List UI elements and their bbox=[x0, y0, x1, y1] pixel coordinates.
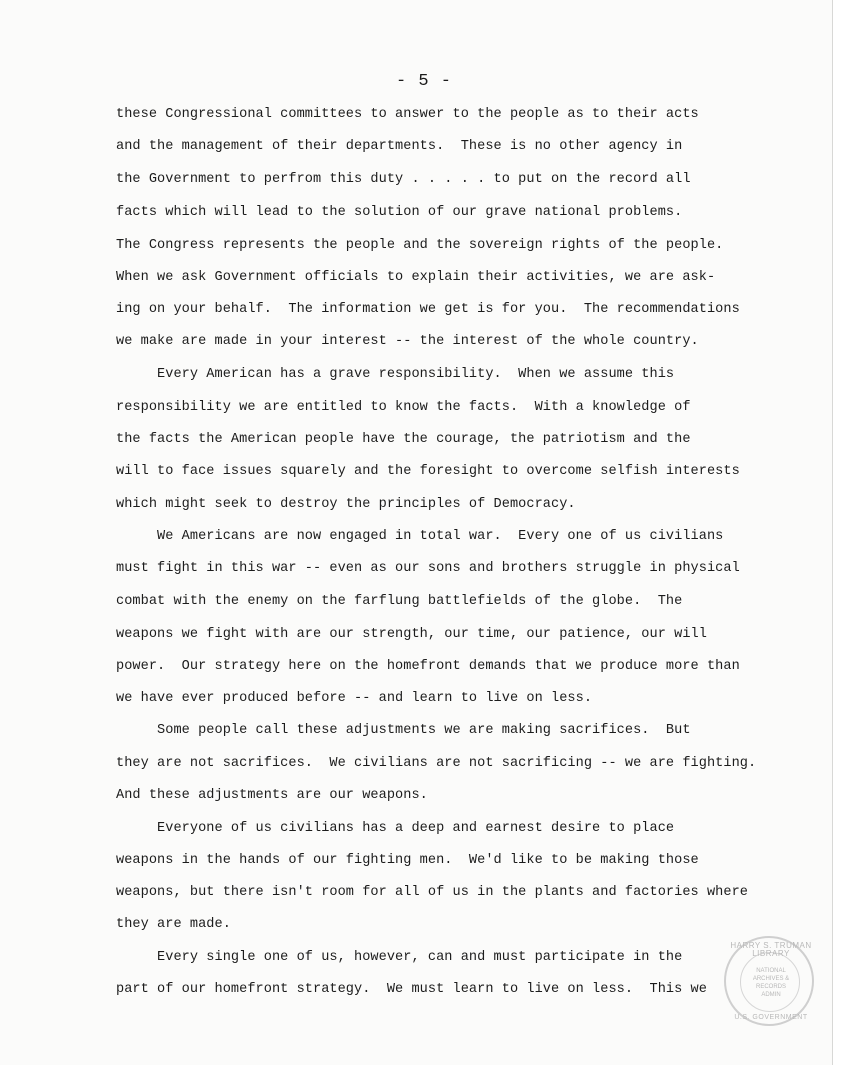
text-line: part of our homefront strategy. We must learn to live on less. This we bbox=[116, 982, 707, 997]
text-line: The Congress represents the people and the sovereign rights of the people. bbox=[116, 238, 724, 253]
library-stamp bbox=[724, 936, 814, 1026]
stamp-middle-text: ADMIN bbox=[761, 992, 781, 998]
text-line: which might seek to destroy the principles of Democracy. bbox=[116, 497, 576, 512]
text-line: we make are made in your interest -- the interest of the whole country. bbox=[116, 334, 699, 349]
text-line: Everyone of us civilians has a deep and earnest desire to place bbox=[116, 821, 675, 836]
text-line: We Americans are now engaged in total war. Every one of us civilians bbox=[116, 529, 724, 544]
text-line: Every American has a grave responsibility. When we assume this bbox=[116, 367, 675, 382]
text-line: must fight in this war -- even as our sons and brothers struggle in physical bbox=[116, 561, 740, 576]
stamp-middle-text: RECORDS bbox=[755, 984, 786, 990]
text-line: responsibility we are entitled to know the facts. With a knowledge of bbox=[116, 400, 691, 415]
stamp-bottom-text: U.S. GOVERNMENT bbox=[734, 1014, 808, 1021]
page-edge bbox=[832, 0, 855, 1065]
text-line: Every single one of us, however, can and must participate in the bbox=[116, 950, 683, 965]
stamp-top-text: HARRY S. TRUMAN LIBRARY bbox=[730, 941, 812, 958]
page-number: - 5 - bbox=[396, 72, 453, 91]
text-line: and the management of their departments. These is no other agency in bbox=[116, 139, 683, 154]
text-line: When we ask Government officials to explain their activities, we are ask- bbox=[116, 270, 716, 285]
text-line: we have ever produced before -- and learn to live on less. bbox=[116, 691, 593, 706]
text-line: the Government to perfrom this duty . . . . . to put on the record all bbox=[116, 172, 691, 187]
text-line: Some people call these adjustments we are making sacrifices. But bbox=[116, 723, 691, 738]
text-line: they are not sacrifices. We civilians are not sacrificing -- we are fighting. bbox=[116, 756, 757, 771]
stamp-inner-ring bbox=[740, 952, 800, 1012]
text-line: they are made. bbox=[116, 917, 231, 932]
text-line: And these adjustments are our weapons. bbox=[116, 788, 428, 803]
text-line: combat with the enemy on the farflung battlefields of the globe. The bbox=[116, 594, 683, 609]
text-line: facts which will lead to the solution of our grave national problems. bbox=[116, 205, 683, 220]
text-line: the facts the American people have the courage, the patriotism and the bbox=[116, 432, 691, 447]
stamp-middle-text: NATIONAL bbox=[756, 968, 786, 974]
text-line: will to face issues squarely and the foresight to overcome selfish interests bbox=[116, 464, 740, 479]
text-line: these Congressional committees to answer to the people as to their acts bbox=[116, 107, 699, 122]
text-line: ing on your behalf. The information we get is for you. The recommendations bbox=[116, 302, 740, 317]
text-line: weapons we fight with are our strength, our time, our patience, our will bbox=[116, 627, 707, 642]
text-line: weapons in the hands of our fighting men. We'd like to be making those bbox=[116, 853, 699, 868]
text-line: weapons, but there isn't room for all of us in the plants and factories where bbox=[116, 885, 748, 900]
stamp-middle-text: ARCHIVES & bbox=[752, 976, 790, 982]
text-line: power. Our strategy here on the homefront demands that we produce more than bbox=[116, 659, 740, 674]
